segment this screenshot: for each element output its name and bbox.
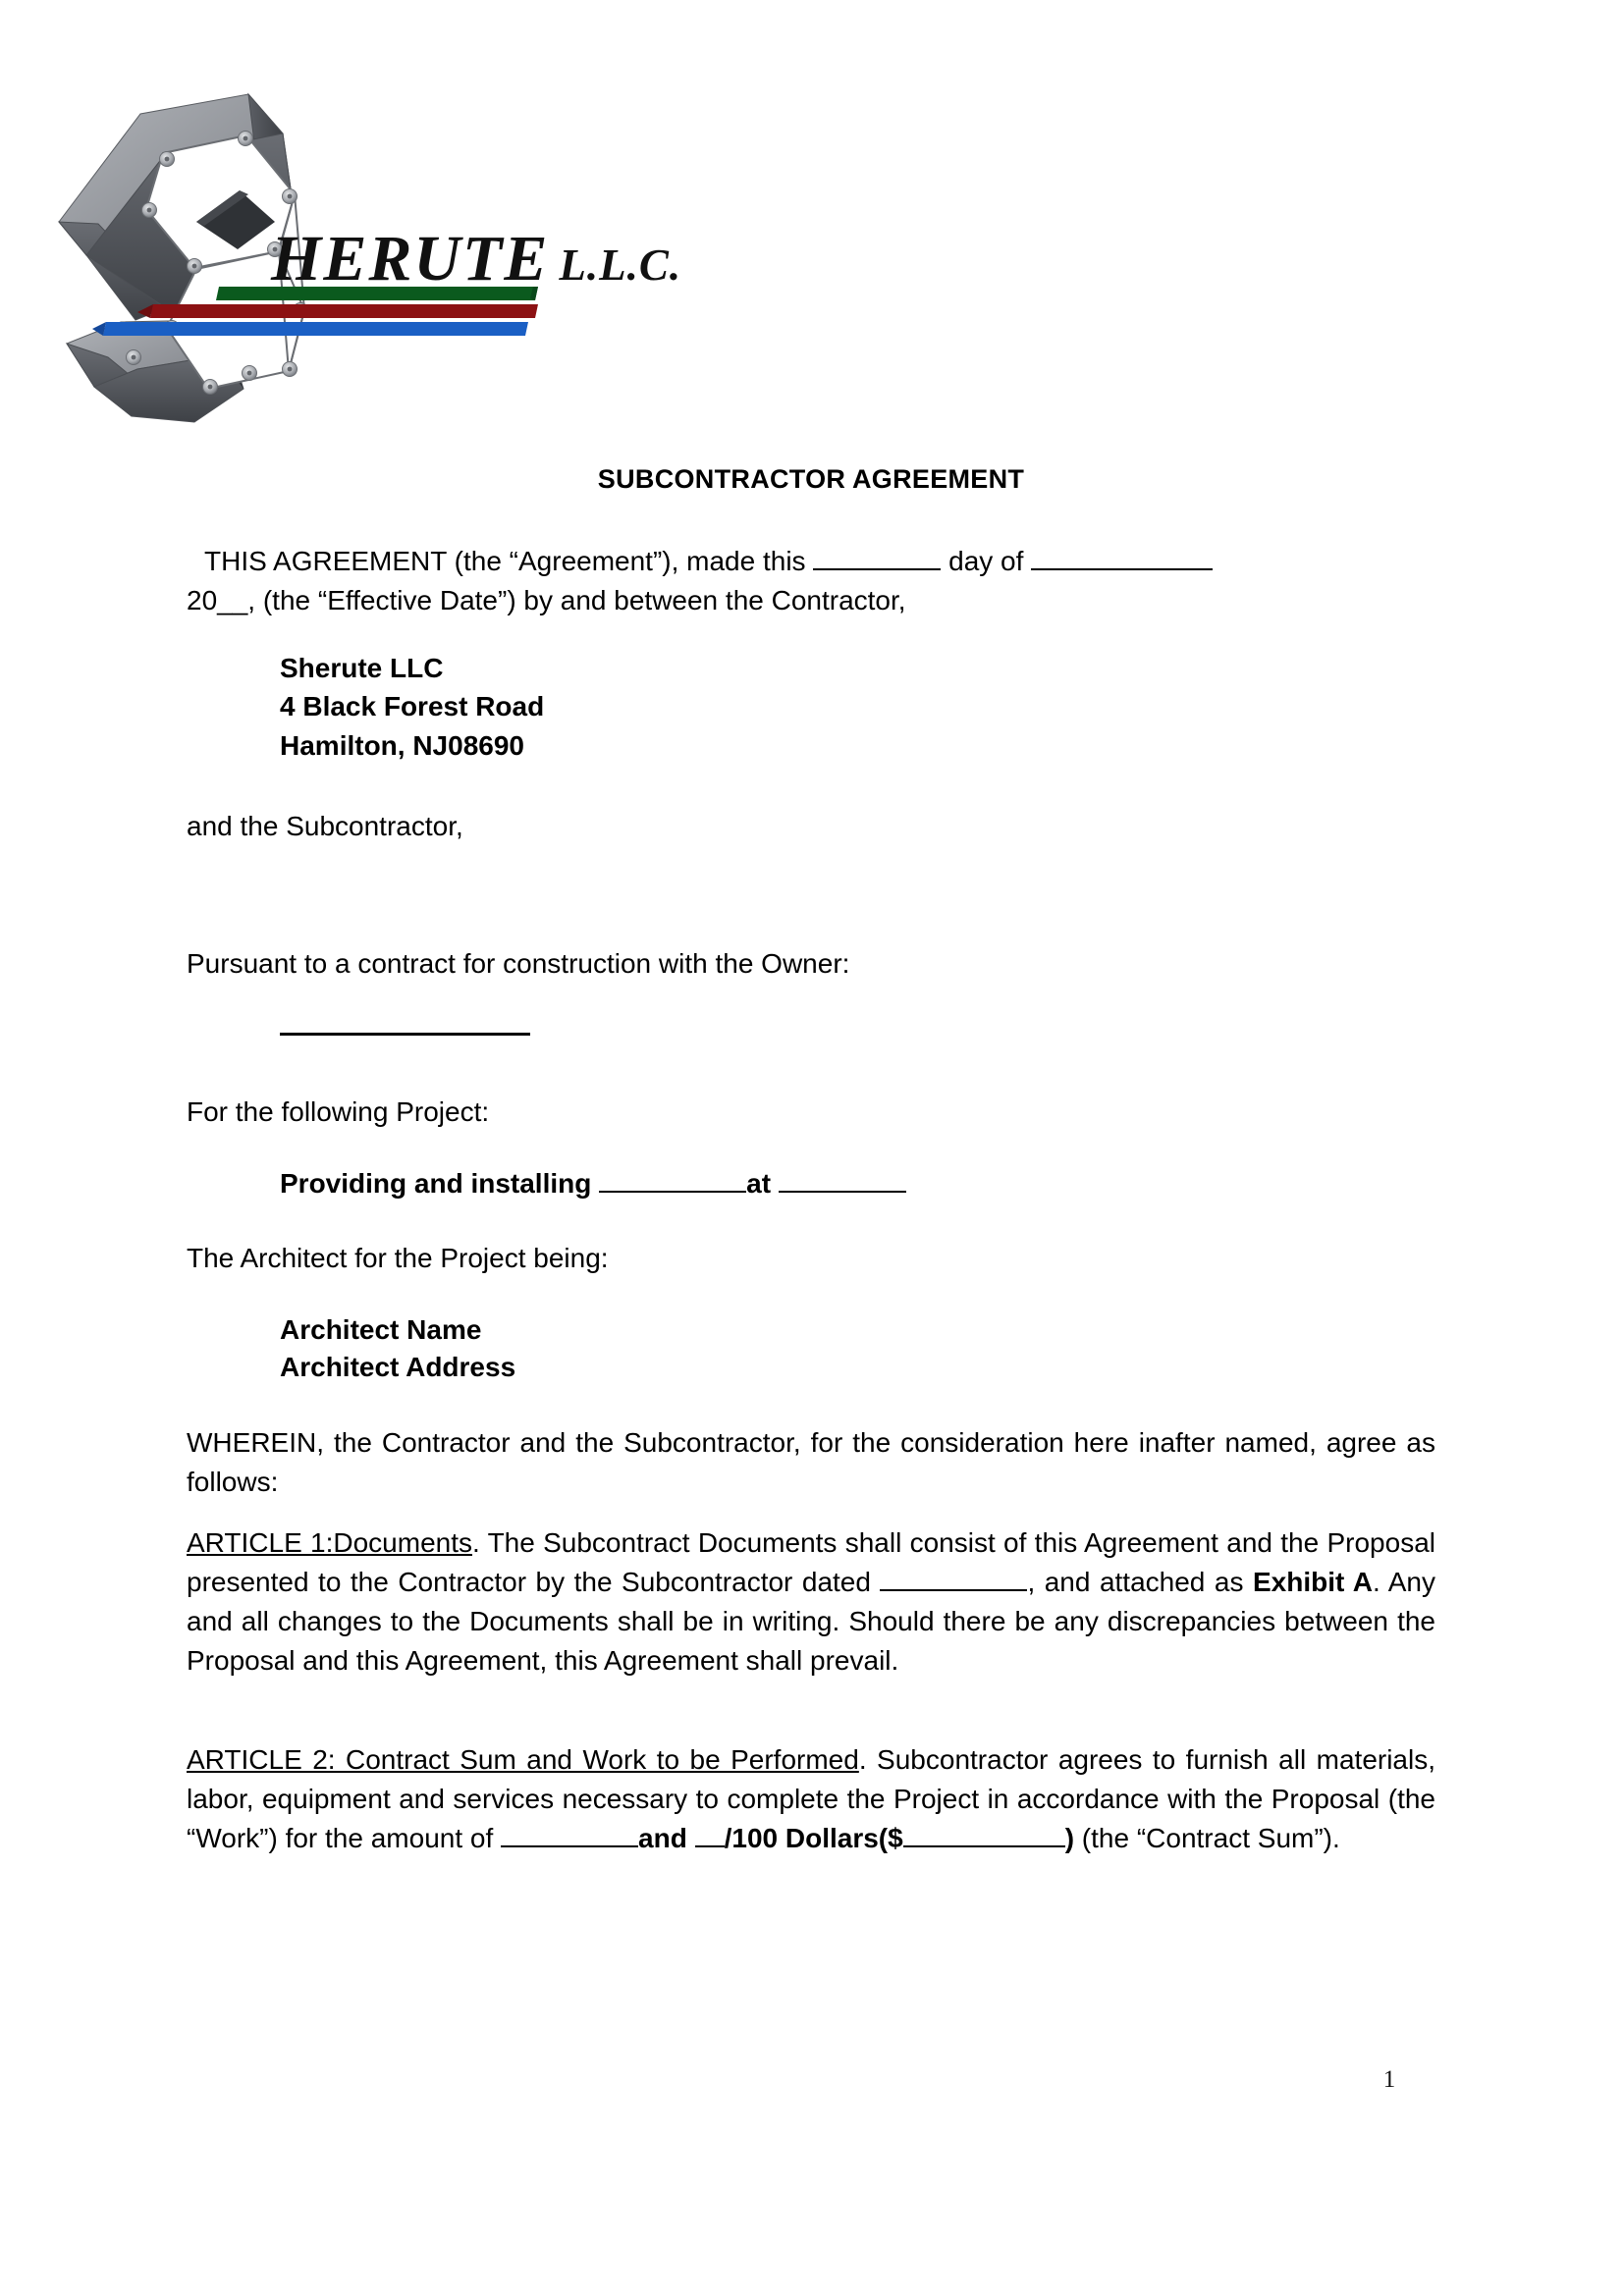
logo-wordmark [271, 222, 681, 296]
contractor-street: 4 Black Forest Road [280, 691, 545, 721]
owner-blank-line[interactable] [280, 1033, 530, 1036]
project-description-b: at [746, 1168, 779, 1199]
project-label: For the following Project: [187, 1096, 490, 1127]
article-1-text-2: , and attached as [1027, 1567, 1253, 1597]
article-2-text-1: . Subcontractor agrees to furnish all materials, labor, equipment and services necessary to complete the Project in accordance with the Proposal (the “Work”) for the amount of [187, 1744, 1436, 1853]
article-2-paren-close: ) [1064, 1823, 1075, 1853]
preamble-line2: 20__, (the “Effective Date”) by and between the Contractor, [187, 585, 906, 615]
blank-day[interactable] [813, 568, 941, 570]
article-2 [187, 1740, 1435, 1858]
company-logo [47, 77, 833, 440]
article-2-heading: ARTICLE 2: Contract Sum and Work to be Performed [187, 1744, 859, 1775]
page-title: SUBCONTRACTOR AGREEMENT [597, 464, 1025, 494]
article-1-text-1: . The Subcontract Documents shall consist of this Agreement and the Proposal presented to the Contractor by the Subcontractor dated [187, 1527, 1435, 1597]
blank-amount-numeric[interactable] [903, 1845, 1065, 1847]
project-description [280, 1164, 906, 1203]
stripe-blue [103, 322, 528, 336]
preamble-line1-a: THIS AGREEMENT (the “Agreement”), made this [204, 546, 814, 576]
blank-proposal-date[interactable] [880, 1589, 1027, 1591]
blank-month[interactable] [1031, 568, 1213, 570]
subcontractor-label: and the Subcontractor, [187, 811, 463, 841]
blank-amount-words[interactable] [501, 1845, 638, 1847]
architect-address: Architect Address [280, 1352, 516, 1382]
wherein-paragraph: WHEREIN, the Contractor and the Subcontractor, for the consideration here inafter named, agree as follows: [187, 1427, 1435, 1497]
article-2-and: and [638, 1823, 695, 1853]
article-1 [187, 1523, 1435, 1681]
blank-project-scope[interactable] [599, 1191, 746, 1193]
logo-name-main: HERUTE [271, 223, 550, 294]
contractor-name: Sherute LLC [280, 653, 444, 683]
article-2-dollars-label: Dollars($ [784, 1823, 903, 1853]
preamble-paragraph [187, 542, 1435, 620]
blank-project-location[interactable] [779, 1191, 906, 1193]
article-1-heading: ARTICLE 1:Documents [187, 1527, 472, 1558]
blank-amount-cents[interactable] [695, 1845, 725, 1847]
article-2-per-hundred: /100 [724, 1823, 779, 1853]
owner-label: Pursuant to a contract for construction with the Owner: [187, 948, 850, 979]
article-1-text-3: . Any and all changes to the Documents shall be in writing. Should there be any discrepancies between the Proposal and this Agreement, this Agreement shall prevail. [187, 1567, 1435, 1676]
project-description-a: Providing and installing [280, 1168, 600, 1199]
article-1-exhibit-ref: Exhibit A [1252, 1567, 1373, 1597]
page-number: 1 [1382, 2066, 1396, 2093]
preamble-line1-b: day of [941, 546, 1032, 576]
contractor-city-state-zip: Hamilton, NJ08690 [280, 730, 524, 761]
stripe-red [150, 304, 538, 318]
logo-name-suffix: L.L.C. [559, 240, 682, 290]
architect-name: Architect Name [280, 1314, 482, 1345]
architect-label: The Architect for the Project being: [187, 1243, 609, 1273]
article-2-text-2: (the “Contract Sum”). [1074, 1823, 1340, 1853]
